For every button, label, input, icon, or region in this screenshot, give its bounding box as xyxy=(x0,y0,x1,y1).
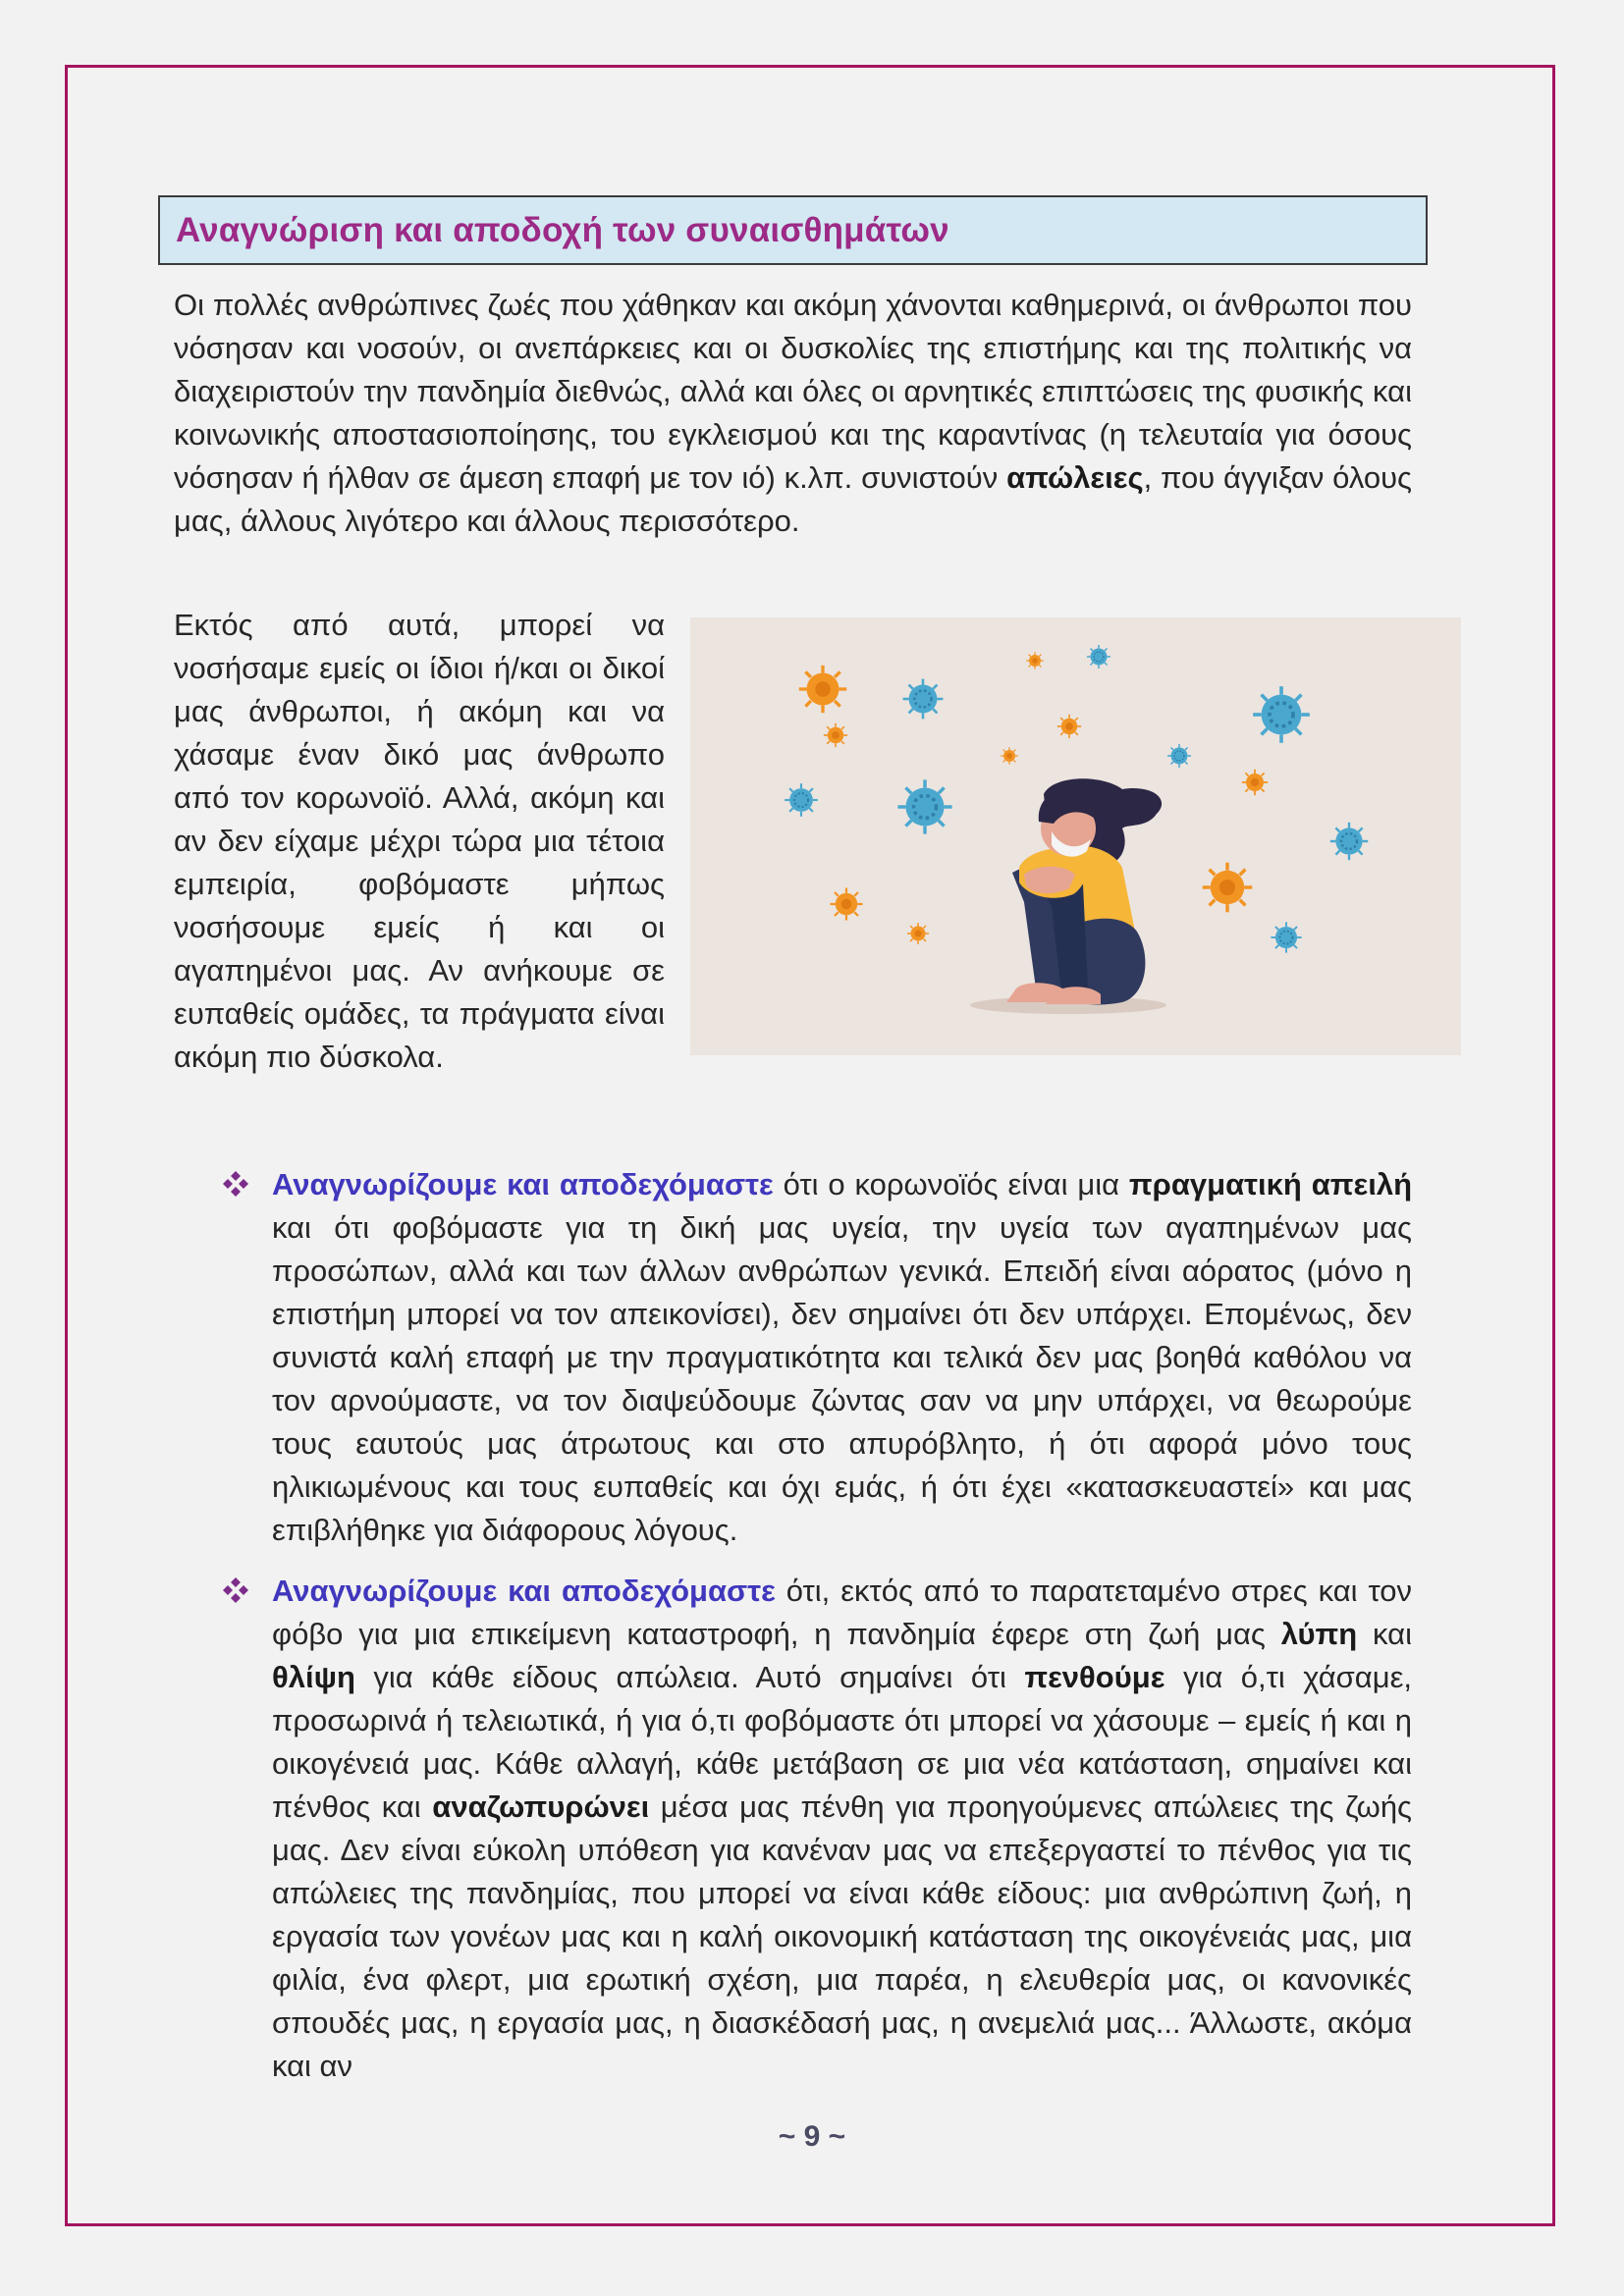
intro-paragraph xyxy=(174,284,1412,543)
bullet-text-part: για ό,τι χάσαμε, προσωρινά ή τελειωτικά, ή για ό,τι φοβόμαστε ότι μπορεί να χάσουμε – εμείς ή και η οικογένειά μας. Κάθε αλλαγή, κάθε μετάβαση σε μια νέα κατάσταση, σημαίνει και πένθος και xyxy=(272,1660,1412,1824)
section-header xyxy=(158,195,1428,265)
sorrow-keyword: λύπη xyxy=(1280,1617,1358,1651)
bullet-item-real-threat xyxy=(221,1163,1412,1552)
diamond-bullet-icon xyxy=(221,1169,250,1199)
bullet-lead: Αναγνωρίζουμε και αποδεχόμαστε xyxy=(272,1167,774,1201)
real-threat-keyword: πραγματική απειλή xyxy=(1128,1167,1413,1201)
illustration-svg xyxy=(690,617,1461,1055)
intro-text-end: , που άγγιξαν όλους μας, άλλους λιγότερο και άλλους περισσότερο. xyxy=(174,460,1412,538)
bullet-item-grief xyxy=(221,1570,1412,2088)
bullet-text-part: μέσα μας πένθη για προηγούμενες απώλειες της ζωής μας. Δεν είναι εύκολη υπόθεση για κανέναν μας να επεξεργαστεί το πένθος για τις απώλειες της πανδημίας, που μπορεί να είναι κάθε είδους: μια ανθρώπινη ζωή, η εργασία των γονέων μας και η καλή οικονομική κατάσταση της οικογένειάς μας, μια φιλία, ένα φλερτ, μια ερωτική σχέση, μια παρέα, η ελευθερία μας, οι κανονικές σπουδές μας, η εργασία μας, η διασκέδασή μας, η ανεμελιά μας... Άλλωστε, ακόμα και αν xyxy=(272,1789,1412,2083)
intro-text-start: Οι πολλές ανθρώπινες ζωές που χάθηκαν και ακόμη χάνονται καθημερινά, οι άνθρωποι που νόσησαν και νοσούν, οι ανεπάρκειες και οι δυσκολίες της επιστήμης και της πολιτικής να διαχειριστούν την πανδημία διεθνώς, αλλά και όλες οι αρνητικές επιπτώσεις της φυσικής και κοινωνικής αποστασιοποίησης, του εγκλεισμού και της καραντίνας (η τελευταία για όσους νόσησαν ή ήλθαν σε άμεση επαφή με τον ιό) κ.λπ. συνιστούν xyxy=(174,288,1412,495)
bullet-text xyxy=(272,1570,1412,2088)
diamond-bullet-icon xyxy=(221,1575,250,1605)
woman-virus-illustration xyxy=(690,617,1461,1055)
page-number: ~ 9 ~ xyxy=(778,2120,846,2153)
bullet-text xyxy=(272,1163,1412,1552)
bullet-text-part: για κάθε είδους απώλεια. Αυτό σημαίνει ότι xyxy=(354,1660,1025,1694)
losses-keyword: απώλειες xyxy=(1006,460,1144,495)
rekindles-keyword: αναζωπυρώνει xyxy=(432,1789,650,1824)
grief-keyword: θλίψη xyxy=(272,1660,355,1694)
second-paragraph: Εκτός από αυτά, μπορεί να νοσήσαμε εμείς οι ίδιοι ή/και οι δικοί μας άνθρωποι, ή ακόμη και να χάσαμε έναν δικό μας άνθρωπο από τον κορωνοϊό. Αλλά, ακόμη και αν δεν είχαμε μέχρι τώρα μια τέτοια εμπειρία, φοβόμαστε μήπως νοσήσουμε εμείς ή και οι αγαπημένοι μας. Αν ανήκουμε σε ευπαθείς ομάδες, τα πράγματα είναι ακόμη πιο δύσκολα. xyxy=(174,608,665,1074)
bullet-lead: Αναγνωρίζουμε και αποδεχόμαστε xyxy=(272,1574,776,1608)
section-title: Αναγνώριση και αποδοχή των συναισθημάτων xyxy=(176,210,949,249)
bullet-text-part: ότι, εκτός από το παρατεταμένο στρες και τον φόβο για μια επικείμενη καταστροφή, η πανδημία έφερε στη ζωή μας xyxy=(272,1574,1413,1651)
bullet-text-part: και ότι φοβόμαστε για τη δική μας υγεία, την υγεία των αγαπημένων μας προσώπων, αλλά και των άλλων ανθρώπων γενικά. Επειδή είναι αόρατος (μόνο η επιστήμη μπορεί να τον απεικονίσει), δεν σημαίνει ότι δεν υπάρχει. Επομένως, δεν συνιστά καλή επαφή με την πραγματικότητα και τελικά δεν μας βοηθά καθόλου να τον αρνούμαστε, να τον διαψεύδουμε ζώντας σαν να μην υπάρχει, να θεωρούμε τους εαυτούς μας άτρωτους και στο απυρόβλητο, ή ότι αφορά μόνο τους ηλικιωμένους και τους ευπαθείς και όχι εμάς, ή ότι έχει «κατασκευαστεί» και μας επιβλήθηκε για διάφορους λόγους. xyxy=(272,1210,1412,1547)
bullet-text-part: ότι ο κορωνοϊός είναι μια xyxy=(773,1167,1129,1201)
mourn-keyword: πενθούμε xyxy=(1024,1660,1165,1694)
bullet-text-part: και xyxy=(1357,1617,1412,1651)
